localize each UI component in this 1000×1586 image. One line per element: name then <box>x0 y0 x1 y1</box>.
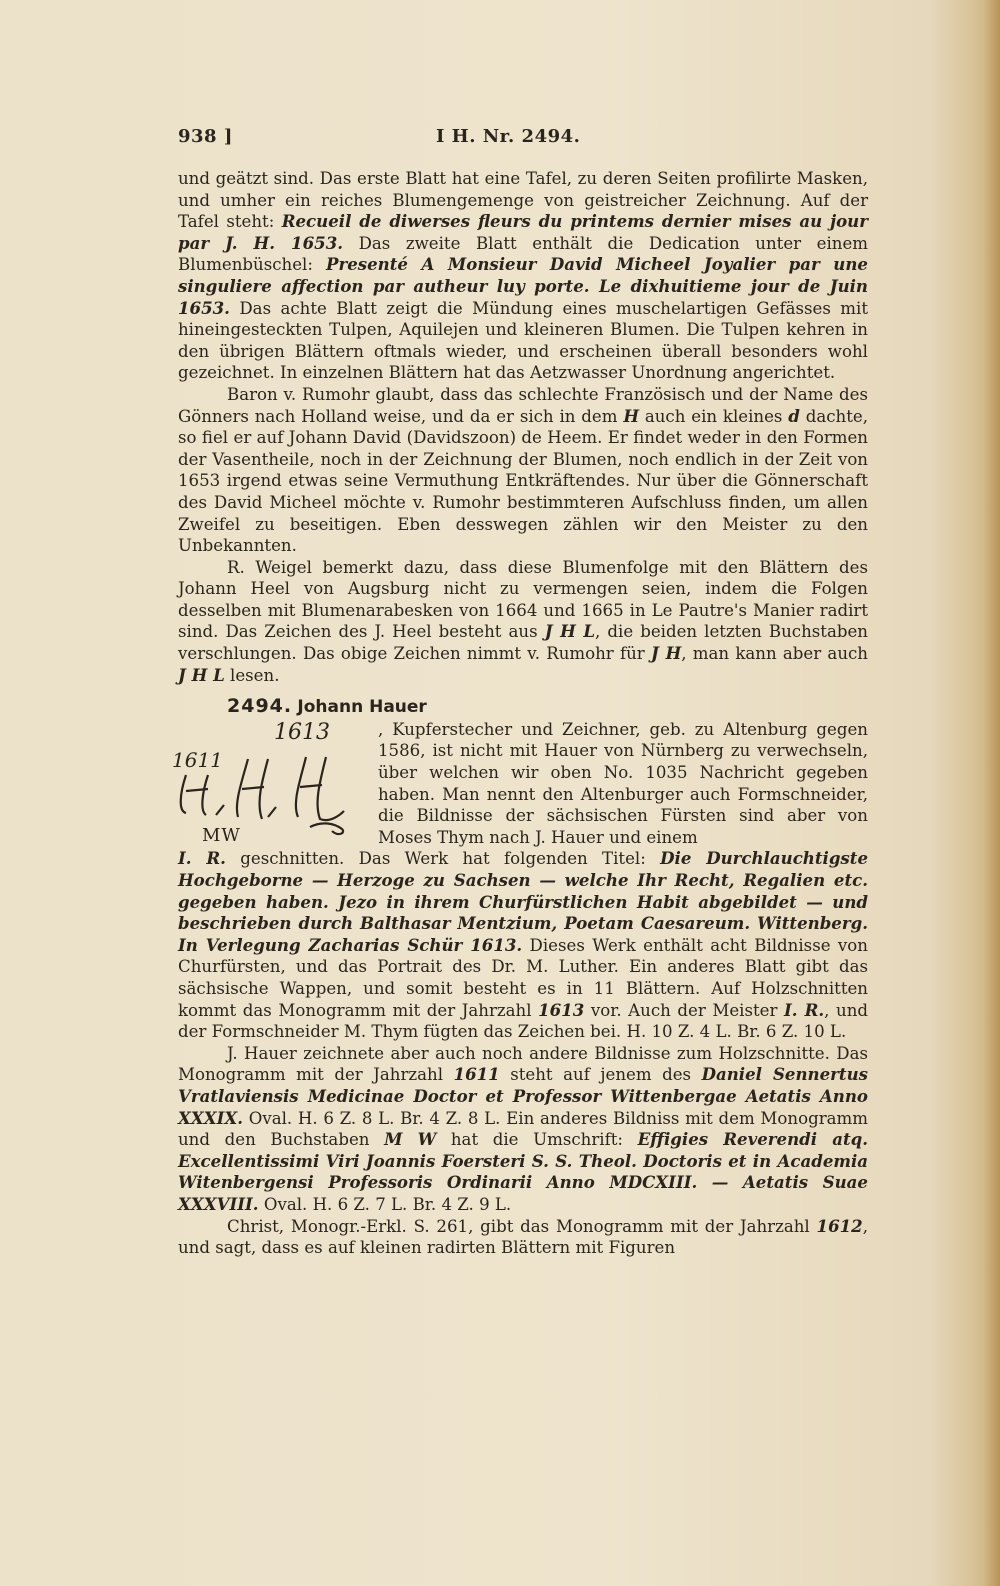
monogram-year-left: 1611 <box>172 747 223 772</box>
entry-text-beside: , Kupferstecher und Zeichner, geb. zu Altenburg gegen 1586, ist nicht mit Hauer von Nürnberg zu verwechseln, über welchen wir oben No. 1035 Nachricht gegeben haben. Man nennt den Altenburger auch Formschneider, die Bildnisse der sächsischen Fürsten sind aber von Moses Thym nach J. Hauer und einem <box>378 719 868 847</box>
page-edge <box>982 0 1000 1586</box>
monogram-illustration <box>172 719 378 847</box>
paragraph-2: Baron v. Rumohr glaubt, dass das schlechte Französisch und der Name des Gönners nach Holland weise, und da er sich in dem H auch ein kleines d dachte, so fiel er auf Johann David (Davidszoon) de Heem. Er findet weder in den Formen der Vasentheile, noch in der Zeichnung der Blumen, noch endlich in der Zeit von 1653 irgend etwas seine Vermuthung Entkräftendes. Nur über die Gönnerschaft des David Micheel möchte v. Rumohr bestimmteren Aufschluss finden, um allen Zweifel zu beseitigen. Eben desswegen zählen wir den Meister zu den Unbekannten. <box>178 384 868 556</box>
monogram-block <box>172 719 868 849</box>
header-title: I H. Nr. 2494. <box>436 126 581 147</box>
entry-number: 2494. <box>227 695 293 718</box>
monogram-initials: MW <box>202 824 241 846</box>
paragraph-6: Christ, Monogr.-Erkl. S. 261, gibt das Monogramm mit der Jahrzahl 1612, und sagt, dass es auf kleinen radirten Blättern mit Figuren <box>178 1215 868 1258</box>
entry-continuation: I. R. geschnitten. Das Werk hat folgenden Titel: Die Durchlauchtigste Hochgeborne — Herzoge zu Sachsen — welche Ihr Recht, Regalien etc. gegeben haben. Jezo in ihrem Churfürstlichen Habit abgebildet — und beschrieben durch Balthasar Mentzium, Poetam Caesareum. Wittenberg. In Verlegung Zacharias Schür 1613. Dieses Werk enthält acht Bildnisse von Churfürsten, und das Portrait des Dr. M. Luther. Ein anderes Blatt gibt das sächsische Wappen, und somit besteht es in 11 Blättern. Auf Holzschnitten kommt das Monogramm mit der Jahrzahl 1613 vor. Auch der Meister I. R., und der Formschneider M. Thym fügten das Zeichen bei. H. 10 Z. 4 L. Br. 6 Z. 10 L. <box>178 848 868 1042</box>
paragraph-3: R. Weigel bemerkt dazu, dass diese Blumenfolge mit den Blättern des Johann Heel von Augsburg nicht zu vermengen seien, indem die Folgen desselben mit Blumenarabesken von 1664 und 1665 in Le Pautre's Manier radirt sind. Das Zeichen des J. Heel besteht aus J H L, die beiden letzten Buchstaben verschlungen. Das obige Zeichen nimmt v. Rumohr für J H, man kann aber auch J H L lesen. <box>178 557 868 685</box>
paragraph-1: und geätzt sind. Das erste Blatt hat eine Tafel, zu deren Seiten profilirte Masken, und umher ein reiches Blumengemenge von geistreicher Zeichnung. Auf der Tafel steht: Recueil de diwerses fleurs du printems dernier mises au jour par J. H. 1653. Das zweite Blatt enthält die Dedication unter einem Blumenbüschel: Presenté A Monsieur David Micheel Joyalier par une singuliere affection par autheur luy porte. Le dixhuitieme jour de Juin 1653. Das achte Blatt zeigt die Mündung eines muschelartigen Gefässes mit hineingesteckten Tulpen, Aquilejen und kleineren Blumen. Die Tulpen kehren in den übrigen Blättern oftmals wieder, und erscheinen überall besonders wohl gezeichnet. In einzelnen Blättern hat das Aetzwasser Unordnung angerichtet. <box>178 169 868 383</box>
body-text <box>172 168 868 1259</box>
entry-2494 <box>178 696 868 719</box>
monogram-year-top: 1613 <box>274 719 330 745</box>
running-header <box>178 126 868 150</box>
paragraph-5: J. Hauer zeichnete aber auch noch andere Bildnisse zum Holzschnitte. Das Monogramm mit der Jahrzahl 1611 steht auf jenem des Daniel Sennertus Vratlaviensis Medicinae Doctor et Professor Wittenbergae Aetatis Anno XXXIX. Oval. H. 6 Z. 8 L. Br. 4 Z. 8 L. Ein anderes Bildniss mit dem Monogramm und den Buchstaben M W hat die Umschrift: Effigies Reverendi atq. Excellentissimi Viri Joannis Foersteri S. S. Theol. Doctoris et in Academia Witenbergensi Professoris Ordinarii Anno MDCXIII. — Aetatis Suae XXXVIII. Oval. H. 6 Z. 7 L. Br. 4 Z. 9 L. <box>178 1043 868 1214</box>
entry-name: Johann Hauer <box>297 697 427 718</box>
monogram-figure <box>172 719 378 847</box>
page-number: 938 ] <box>178 126 233 147</box>
